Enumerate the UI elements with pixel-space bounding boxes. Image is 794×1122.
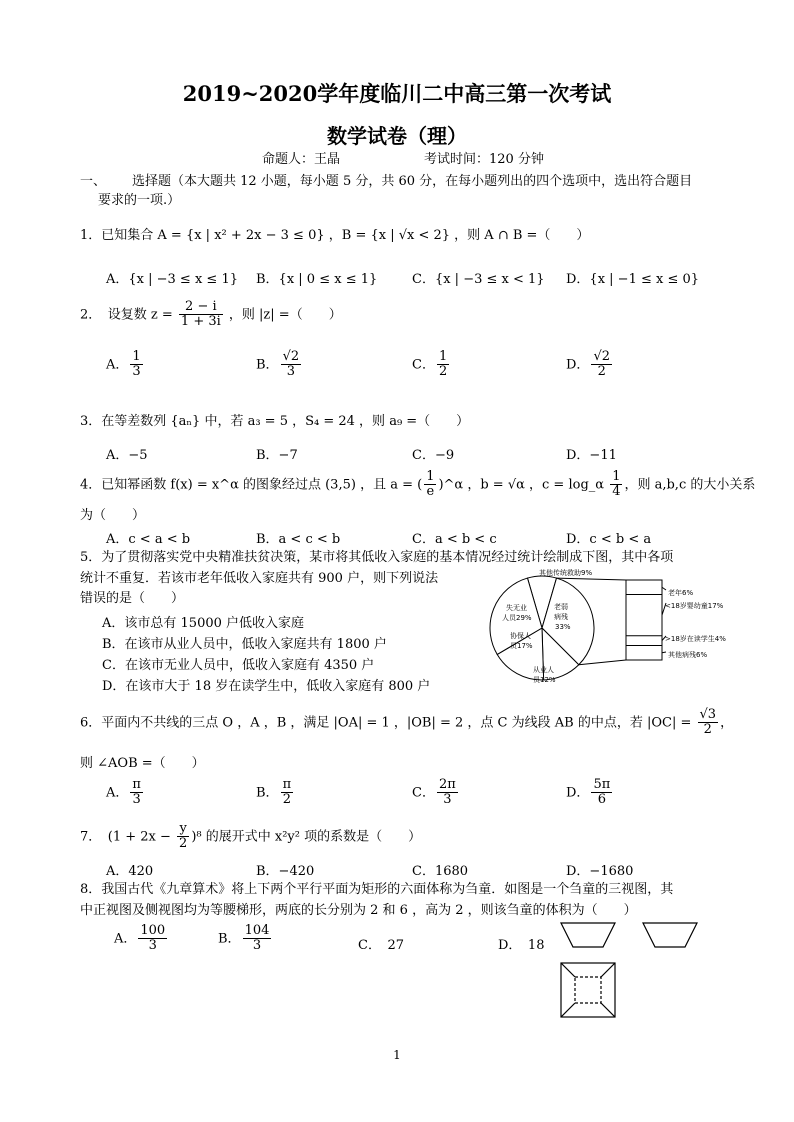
question-6-cont: 则 ∠AOB =（ ）: [80, 756, 205, 771]
label-breakdown-2: <18岁婴幼童17%: [665, 602, 724, 610]
q3-option-c: C．−9: [412, 448, 455, 463]
q2-option-a: A． $\frac{1}{3}$: [106, 349, 141, 380]
q7-option-a: A．420: [106, 864, 154, 879]
question-4-cont: 为（ ）: [80, 508, 146, 523]
q2-option-c: C． $\frac{1}{2}$: [412, 349, 448, 380]
exam-title: 2019~2020学年度临川二中高三第一次考试: [182, 81, 612, 106]
label-unemp-1: 失无业: [506, 604, 527, 612]
label-assoc-2: 员17%: [510, 642, 533, 650]
exam-subtitle: 数学试卷（理）: [327, 124, 467, 148]
label-breakdown-1: 老年6%: [668, 589, 694, 597]
label-unemp-2: 人员29%: [502, 614, 532, 622]
label-assoc-1: 协保人: [510, 632, 531, 640]
section-instructions: 选择题（本大题共 12 小题，每小题 5 分，共 60 分，在每小题列出的四个选项中，选出符合题目: [132, 174, 693, 189]
q1-option-a: A．{x | −3 ≤ x ≤ 1}: [106, 272, 238, 287]
q6-option-c: C． $\frac{2\pi}{3}$: [412, 777, 456, 808]
q8-option-c: C． 27: [358, 938, 404, 953]
question-5: 5．为了贯彻落实党中央精准扶贫决策，某市将其低收入家庭的基本情况经过统计绘制成下图，其中各项: [80, 550, 674, 565]
breakdown-pointer-0: [662, 587, 666, 590]
exam-time: 考试时间：120 分钟: [424, 152, 544, 167]
page-number: 1: [393, 1048, 401, 1062]
side-view-trapezoid: [643, 923, 697, 947]
q5-option-a: A．该市总有 15000 户低收入家庭: [102, 616, 305, 631]
question-8: 8．我国古代《九章算术》将上下两个平行平面为矩形的六面体称为刍童．如图是一个刍童的三视图，其: [80, 882, 674, 897]
q6-option-d: D． $\frac{5\pi}{6}$: [566, 777, 611, 808]
q6-option-a: A． $\frac{\pi}{3}$: [106, 777, 141, 808]
q5-option-b: B．在该市从业人员中，低收入家庭共有 1800 户: [102, 637, 387, 652]
question-1: 1．已知集合 A = {x | x² + 2x − 3 ≤ 0} ，B = {x | √x < 2} ，则 A ∩ B =（ ）: [80, 228, 590, 243]
author: 命题人：王晶: [262, 152, 341, 167]
q1-option-d: D．{x | −1 ≤ x ≤ 0}: [566, 272, 700, 287]
q7-option-b: B．−420: [256, 864, 315, 879]
q5-option-c: C．在该市无业人员中，低收入家庭有 4350 户: [102, 658, 375, 673]
q4-option-d: D．c < b < a: [566, 532, 652, 547]
q4-option-b: B．a < c < b: [256, 532, 341, 547]
section-number: 一、: [80, 174, 107, 189]
question-5-cont: 统计不重复．若该市老年低收入家庭共有 900 户，则下列说法: [80, 571, 439, 586]
q7-option-d: D．−1680: [566, 864, 634, 879]
label-breakdown-4: 其他病残6%: [668, 651, 708, 659]
q3-option-a: A．−5: [106, 448, 148, 463]
breakdown-pointer-3: [662, 652, 666, 653]
pie-chart: [470, 566, 740, 690]
question-2: 2． 设复数 z = $\frac{2 - i}{1 + 3i}$ ，则 |z| =（ ）: [80, 299, 342, 330]
front-view-trapezoid: [561, 923, 615, 947]
q4-option-a: A．c < a < b: [106, 532, 191, 547]
q1-option-b: B．{x | 0 ≤ x ≤ 1}: [256, 272, 378, 287]
label-trad: 其他传统救助9%: [539, 569, 593, 577]
question-7: 7． (1 + 2x − $\frac{y}{2}$ )⁸ 的展开式中 x²y² 项的系数是（ ）: [80, 821, 422, 852]
breakdown-connector-0: [557, 578, 626, 580]
label-emp-1: 从业人: [533, 666, 554, 674]
q1-option-c: C．{x | −3 ≤ x < 1}: [412, 272, 545, 287]
label-old-2: 病残: [554, 613, 568, 621]
q3-option-d: D．−11: [566, 448, 617, 463]
q7-option-c: C．1680: [412, 864, 469, 879]
q3-option-b: B．−7: [256, 448, 298, 463]
three-view-diagram: [555, 915, 715, 1027]
q8-option-a: A． $\frac{100}{3}$: [114, 923, 166, 954]
q4-option-c: C．a < b < c: [412, 532, 497, 547]
label-old-1: 老弱: [554, 603, 568, 611]
q8-option-b: B． $\frac{104}{3}$: [218, 923, 270, 954]
q2-option-b: B． $\frac{√2}{3}$: [256, 349, 300, 380]
q5-option-d: D．在该市大于 18 岁在读学生中，低收入家庭有 800 户: [102, 679, 431, 694]
question-5-cont2: 错误的是（ ）: [80, 591, 185, 606]
label-old-3: 33%: [555, 623, 571, 631]
question-4: 4．已知幂函数 f(x) = x^α 的图象经过点 (3,5) ，且 a = ( $\frac{1}{e}$ )^α ，b = √α ，c = log_α $\frac{1}{4}$ ，则 a,b,c 的大小关系: [80, 469, 756, 500]
q8-option-d: D． 18: [498, 938, 545, 953]
question-3: 3．在等差数列 {aₙ} 中，若 a₃ = 5 ，S₄ = 24 ，则 a₉ =（ ）: [80, 414, 470, 429]
top-view: [561, 963, 615, 1017]
question-8-cont: 中正视图及侧视图均为等腰梯形，两底的长分别为 2 和 6 ，高为 2 ，则该刍童的体积为（ ）: [80, 903, 637, 918]
q2-option-d: D． $\frac{√2}{2}$: [566, 349, 610, 380]
breakdown-rect: [626, 580, 662, 660]
question-6: 6．平面内不共线的三点 O ，A ，B ，满足 |OA| = 1 ，|OB| = 2 ，点 C 为线段 AB 的中点，若 |OC| = $\frac{√3}{2}$ ，: [80, 707, 734, 738]
label-breakdown-3: >18岁在读学生4%: [665, 635, 726, 643]
q6-option-b: B． $\frac{\pi}{2}$: [256, 777, 292, 808]
breakdown-connector-1: [579, 660, 626, 665]
section-instructions-cont: 要求的一项.）: [98, 193, 181, 208]
label-emp-2: 员12%: [533, 676, 556, 684]
pie-slices: [490, 576, 594, 680]
